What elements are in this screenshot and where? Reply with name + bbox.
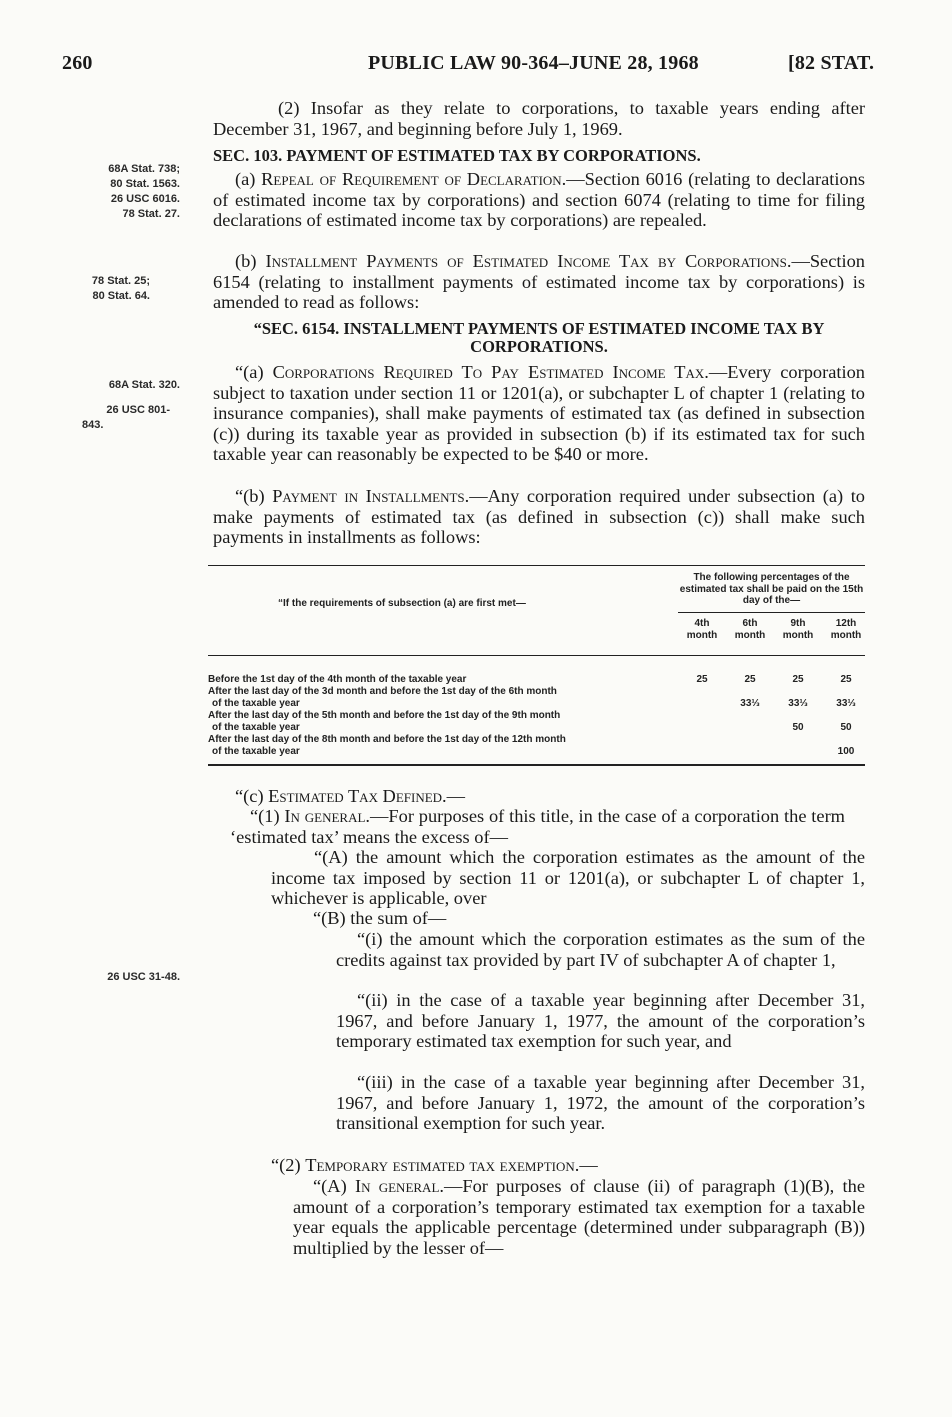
clause-c-1-B-ii: “(ii) in the case of a taxable year beginning after December 31, 1967, and before January 1, 1977, the amount of the corporation’s temporary estimated tax exemption for such year, and [336,990,865,1051]
subsection-6154-a: “(a) Corporations Required To Pay Estimated Income Tax.—Every corporation subject to taxation under section 11 or 1201(a), or subchapter L of chapter 1 (relating to insurance companies), shall make payments of estimated tax (as defined in subsection (c)) during its taxable year as provided in subsection (b) if its estimated tax for such taxable year can reasonably be expected to be $40 or more. [213,362,866,464]
margin-note-2: 78 Stat. 25; 80 Stat. 64. [91,275,150,302]
section-6154-heading: “SEC. 6154. INSTALLMENT PAYMENTS OF ESTIMATED INCOME TAX BY CORPORATIONS. [253,319,825,356]
subsection-a: (a) Repeal of Requirement of Declaration.—Section 6016 (relating to declarations of estimated income tax by corporations) and section 6074 (relating to time for filing declarations of estimated income tax by corporations) are repealed. [213,169,865,230]
table-left-header: “If the requirements of subsection (a) are first met— [278,598,526,609]
table-row-4-values: 100 [837,746,855,757]
table-header-bottom-rule [208,655,865,656]
table-row-2-label: After the last day of the 3d month and before the 1st day of the 6th month of the taxable year [208,686,557,709]
month-header-9th: 9th month [782,618,814,641]
table-row-1-label: Before the 1st day of the 4th month of the taxable year [208,674,467,685]
clause-c-1-A: “(A) the amount which the corporation estimates as the amount of the income tax imposed by section 11 or 1201(a), or subchapter L of chapter 1, whichever is applicable, over [271,847,865,908]
table-top-rule [208,565,865,566]
clause-c-1-B: “(B) the sum of— [313,908,447,928]
margin-note-1: 68A Stat. 738; 80 Stat. 1563. 26 USC 6016. 78 Stat. 27. [108,163,180,220]
table-header-rule [678,612,865,613]
margin-note-5: 26 USC 31-48. [107,971,180,983]
table-row-3-values: 50 50 [792,722,852,733]
paragraph-effective-date: (2) Insofar as they relate to corporations, to taxable years ending after December 31, 1967, and beginning before July 1, 1969. [213,98,865,139]
clause-c-2-A: “(A) In general.—For purposes of clause (ii) of paragraph (1)(B), the amount of a corporation’s temporary estimated tax exemption for a taxable year equals the applicable percentage (determined under subparagraph (B)) multiplied by the lesser of— [293,1176,865,1258]
month-header-6th: 6th month [734,618,766,641]
margin-note-3: 68A Stat. 320. [108,379,180,391]
paragraph-c-1: “(1) In general.—For purposes of this title, in the case of a corporation the term ‘estimated tax’ means the excess of— [230,806,845,847]
installment-table [208,562,865,772]
month-header-12th: 12th month [830,618,862,641]
paragraph-c-2: “(2) Temporary estimated tax exemption.— [271,1155,598,1175]
table-row-4-label: After the last day of the 8th month and before the 1st day of the 12th month of the taxable year [208,734,566,757]
clause-c-1-B-iii: “(iii) in the case of a taxable year beginning after December 31, 1967, and before January 1, 1972, the amount of the corporation’s transitional exemption for such year. [336,1072,865,1133]
month-header-4th: 4th month [686,618,718,641]
subsection-6154-c: “(c) Estimated Tax Defined.— [235,786,466,806]
table-row-1-values: 25 25 25 25 [696,674,852,685]
subsection-6154-b: “(b) Payment in Installments.—Any corporation required under subsection (a) to make payments of estimated tax (as defined in subsection (c)) shall make such payments in installments as follows: [213,486,866,547]
table-row-2-values: 33⅓ 33⅓ 33⅓ [740,698,856,709]
page-number: 260 [62,52,93,74]
margin-note-4: 26 USC 801- 843. [82,404,170,431]
section-103-heading: SEC. 103. PAYMENT OF ESTIMATED TAX BY CORPORATIONS. [213,146,701,165]
page-title: PUBLIC LAW 90-364–JUNE 28, 1968 [368,52,699,74]
table-month-headers [678,618,865,648]
table-right-header: The following percentages of the estimated tax shall be paid on the 15th day of the— [679,572,864,606]
table-row-3-label: After the last day of the 5th month and before the 1st day of the 9th month of the taxable year [208,710,561,733]
subsection-b: (b) Installment Payments of Estimated Income Tax by Corporations.—Section 6154 (relating to installment payments of estimated income tax by corporations) is amended to read as follows: [213,251,865,312]
statute-reference: [82 STAT. [788,52,875,74]
clause-c-1-B-i: “(i) the amount which the corporation estimates as the sum of the credits against tax provided by part IV of subchapter A of chapter 1, [336,929,865,970]
table-bottom-rule [208,764,865,766]
